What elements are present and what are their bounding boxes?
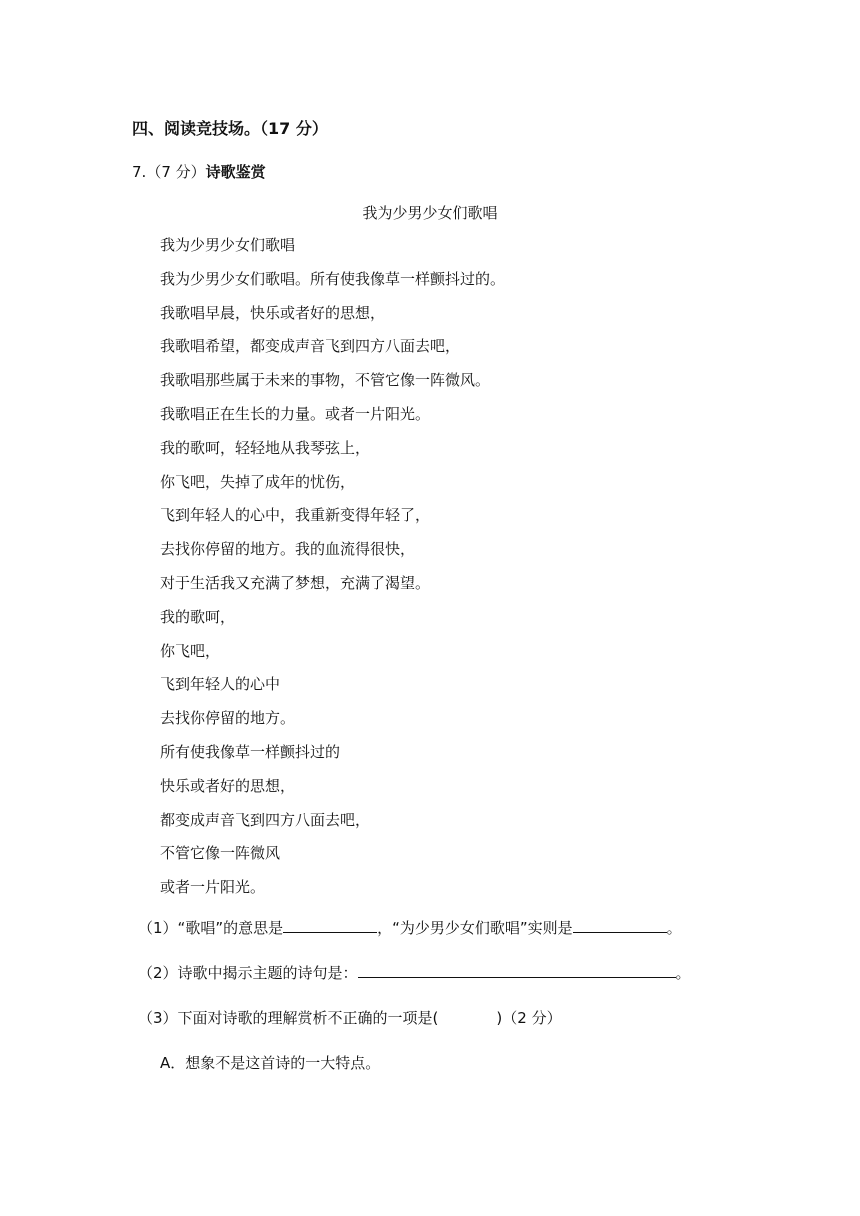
poem-line: 飞到年轻人的心中，我重新变得年轻了，: [160, 506, 431, 525]
section-title: 四、阅读竞技场。（17 分）: [132, 119, 328, 138]
poem-line: 或者一片阳光。: [160, 878, 266, 897]
answer-blank-1[interactable]: [283, 918, 377, 933]
poem-line: 我歌唱早晨，快乐或者好的思想，: [160, 303, 386, 322]
subquestion-3: [138, 1007, 562, 1028]
option-a-letter: A．: [160, 1054, 186, 1072]
answer-blank-2[interactable]: [573, 918, 667, 933]
poem-line: 快乐或者好的思想，: [160, 776, 296, 795]
subquestion-2-end: 。: [675, 964, 691, 982]
poem-line: 你飞吧，: [160, 641, 221, 660]
poem-line: 飞到年轻人的心中: [160, 675, 281, 694]
poem-line: 我为少男少女们歌唱。所有使我像草一样颤抖过的。: [160, 269, 506, 288]
option-a: [160, 1052, 380, 1073]
poem-line: 我歌唱那些属于未来的事物，不管它像一阵微风。: [160, 371, 491, 390]
subquestion-2-prefix: （2）诗歌中揭示主题的诗句是：: [138, 964, 358, 982]
poem-line: 不管它像一阵微风: [160, 844, 281, 863]
poem-line: 所有使我像草一样颤抖过的: [160, 742, 341, 761]
subquestion-1: [138, 917, 682, 938]
poem-line: 我的歌呵，轻轻地从我琴弦上，: [160, 438, 371, 457]
subquestion-2: [138, 962, 691, 983]
subquestion-3-prefix: （3）下面对诗歌的理解赏析不正确的一项是(: [138, 1009, 439, 1027]
poem-line: 去找你停留的地方。: [160, 709, 296, 728]
question-heading: [132, 161, 266, 182]
poem-line: 我歌唱正在生长的力量。或者一片阳光。: [160, 404, 431, 423]
poem-line: 你飞吧，失掉了成年的忧伤，: [160, 472, 356, 491]
question-number: 7.: [132, 163, 147, 181]
poem-title: 我为少男少女们歌唱: [362, 204, 498, 222]
subquestion-3-suffix: )（2 分）: [496, 1009, 562, 1027]
poem-line: 我的歌呵，: [160, 607, 236, 626]
poem-line: 去找你停留的地方。我的血流得很快，: [160, 540, 416, 559]
poem-body: [160, 233, 505, 909]
answer-blank-3[interactable]: [358, 963, 676, 978]
subquestion-1-prefix: （1）“歌唱”的意思是: [138, 919, 284, 937]
poem-line: 对于生活我又充满了梦想，充满了渴望。: [160, 573, 431, 592]
poem-line: 我歌唱希望，都变成声音飞到四方八面去吧，: [160, 337, 461, 356]
subquestion-1-middle: ，“为少男少女们歌唱”实则是: [377, 919, 573, 937]
subquestion-1-end: 。: [666, 919, 682, 937]
question-label: 诗歌鉴赏: [205, 163, 266, 181]
poem-line: 我为少男少女们歌唱: [160, 236, 296, 254]
poem-line: 都变成声音飞到四方八面去吧，: [160, 810, 371, 829]
option-a-text: 想象不是这首诗的一大特点。: [185, 1054, 381, 1072]
question-score: （7 分）: [146, 163, 206, 181]
